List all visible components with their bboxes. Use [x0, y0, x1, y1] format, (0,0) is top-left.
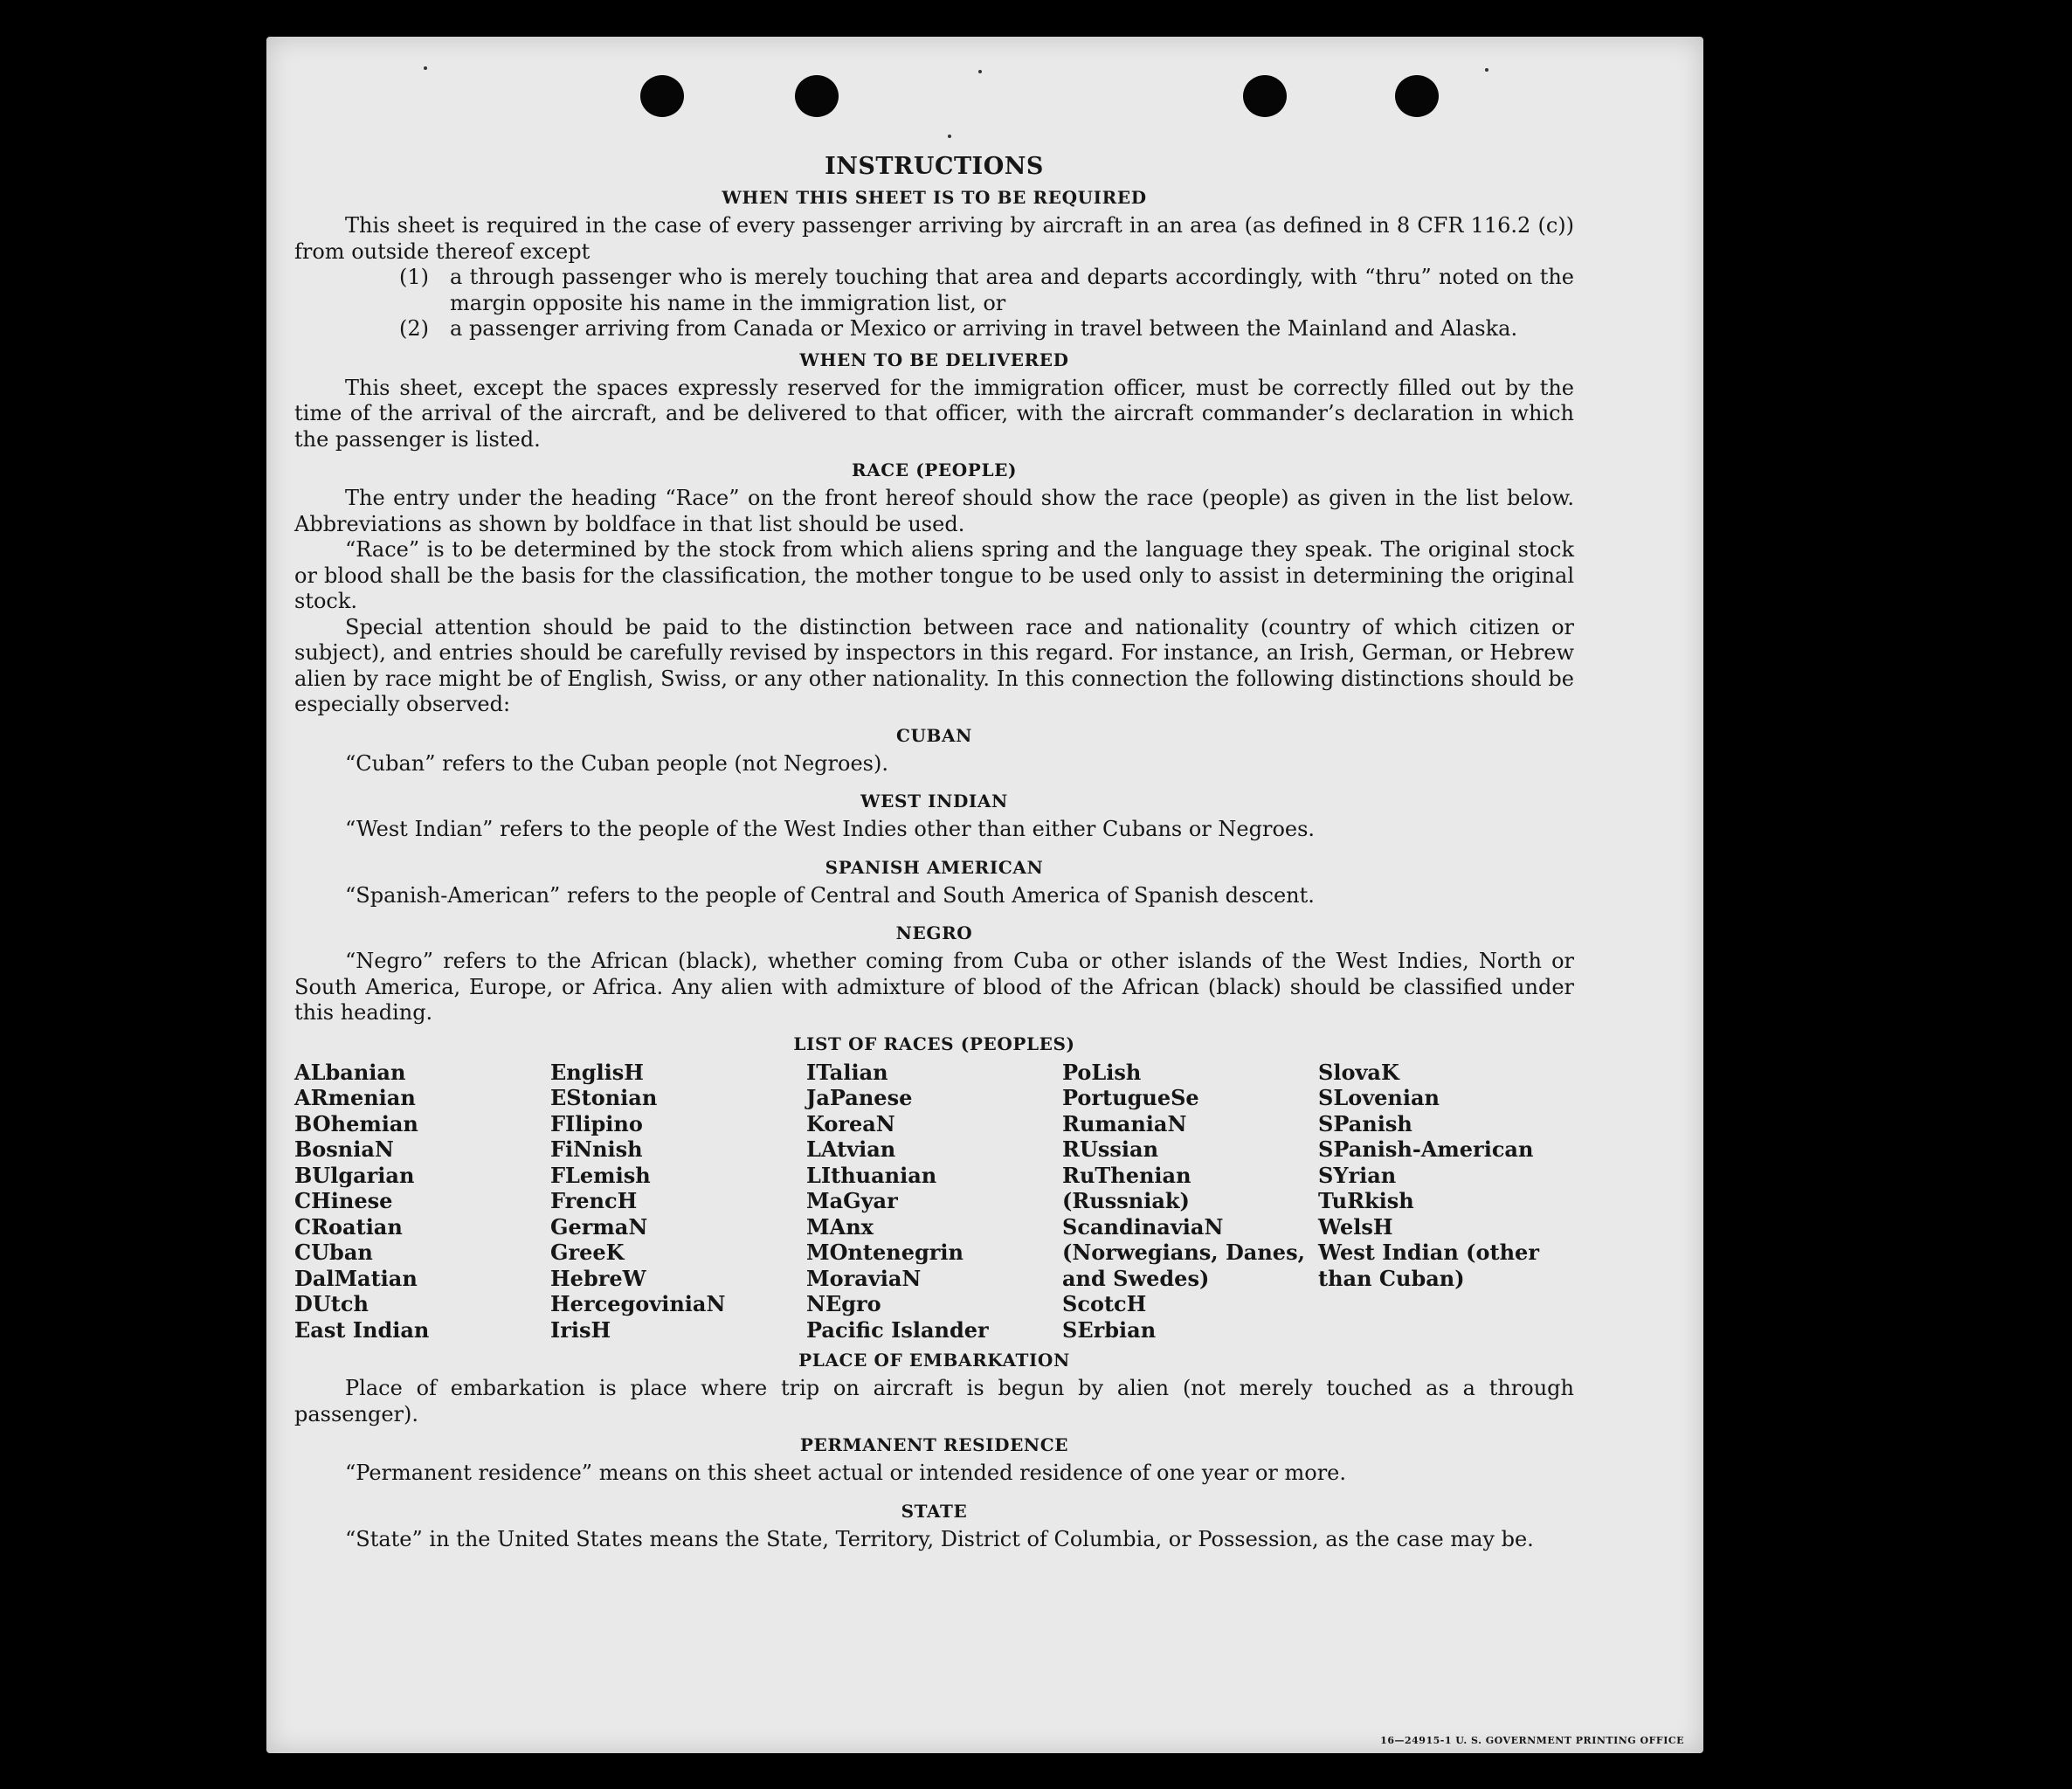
race-entry: BOhemian	[294, 1110, 418, 1136]
instructions-content	[294, 153, 1574, 1552]
speck	[424, 66, 427, 70]
races-column	[806, 1060, 1062, 1343]
race-entry: East Indian	[294, 1316, 430, 1343]
document-page	[266, 37, 1703, 1753]
race-entry: SlovaK	[1318, 1059, 1399, 1085]
race-entry: SErbian	[1062, 1316, 1157, 1343]
race-entry: CRoatian	[294, 1213, 403, 1240]
race-entry: MAnx	[806, 1213, 874, 1240]
race-entry: ALbanian	[294, 1059, 406, 1085]
item-number: (2)	[399, 316, 429, 341]
race-entry: HebreW	[550, 1265, 646, 1291]
heading-state: STATE	[901, 1500, 968, 1522]
speck	[978, 70, 982, 73]
race-entry: PoLish	[1062, 1059, 1142, 1085]
paragraph: “West Indian” refers to the people of the West Indies other than either Cubans or Negroes.	[345, 817, 1316, 841]
heading-spanish-american: SPANISH AMERICAN	[825, 856, 1044, 878]
races-column	[294, 1060, 550, 1343]
race-entry: TuRkish	[1318, 1188, 1414, 1213]
heading-race: RACE (PEOPLE)	[851, 459, 1018, 480]
race-entry: DalMatian	[294, 1265, 418, 1291]
heading-when-required: WHEN THIS SHEET IS TO BE REQUIRED	[722, 187, 1147, 208]
heading-residence: PERMANENT RESIDENCE	[799, 1434, 1069, 1455]
item-text: a through passenger who is merely touching that area and departs accordingly, with “thru” noted on the margin opposite his name in the immigration list, or	[450, 265, 1574, 315]
race-entry: ScandinaviaN (Norwegians, Danes, and Swedes)	[1062, 1213, 1305, 1291]
paragraph: “State” in the United States means the State, Territory, District of Columbia, or Possession, as the case may be.	[345, 1526, 1534, 1551]
heading-list-of-races: LIST OF RACES (PEOPLES)	[793, 1033, 1075, 1054]
race-entry: EnglisH	[550, 1059, 644, 1085]
punch-hole	[795, 75, 839, 117]
speck	[1485, 68, 1488, 72]
race-entry: PortugueSe	[1062, 1085, 1199, 1110]
race-entry: ITalian	[806, 1059, 888, 1085]
paragraph: “Race” is to be determined by the stock from which aliens spring and the language they speak. The original stock or blood shall be the basis for the classification, the mother tongue to be used only to assist in determining the original stock.	[294, 537, 1574, 613]
heading-cuban: CUBAN	[895, 724, 973, 746]
race-entry: ScotcH	[1062, 1291, 1147, 1316]
race-entry: EStonian	[550, 1085, 658, 1110]
race-entry: JaPanese	[806, 1085, 913, 1110]
paragraph: This sheet, except the spaces expressly reserved for the immigration officer, must be correctly filled out by the time of the arrival of the aircraft, and be delivered to that officer, with the aircraft commander’s declaration in which the passenger is listed.	[294, 375, 1574, 452]
paragraph: Special attention should be paid to the distinction between race and nationality (country of which citizen or subject), and entries should be carefully revised by inspectors in this regard. For instance, an Irish, German, or Hebrew alien by race might be of English, Swiss, or any other nationality. In this connection the following distinctions should be especially observed:	[294, 614, 1574, 716]
race-entry: FLemish	[550, 1162, 651, 1188]
race-entry: GreeK	[550, 1240, 625, 1265]
list-item	[399, 316, 1574, 342]
punch-hole	[1243, 75, 1287, 117]
race-entry: LAtvian	[806, 1136, 896, 1162]
paragraph: The entry under the heading “Race” on the front hereof should show the race (people) as given in the list below. Abbreviations as shown by boldface in that list should be used.	[294, 486, 1574, 536]
race-entry: SYrian	[1318, 1162, 1397, 1188]
paragraph: This sheet is required in the case of every passenger arriving by aircraft in an area (as defined in 8 CFR 116.2 (c)) from outside thereof except	[294, 213, 1574, 264]
item-text: a passenger arriving from Canada or Mexico or arriving in travel between the Mainland and Alaska.	[450, 316, 1518, 341]
race-entry: WelsH	[1318, 1213, 1393, 1240]
heading-negro: NEGRO	[895, 922, 973, 943]
paragraph: “Permanent residence” means on this sheet actual or intended residence of one year or more.	[345, 1461, 1346, 1485]
heading-embarkation: PLACE OF EMBARKATION	[798, 1350, 1070, 1371]
race-entry: RUssian	[1062, 1136, 1159, 1162]
races-column	[550, 1060, 806, 1343]
race-entry: BUlgarian	[294, 1162, 415, 1188]
paragraph: “Spanish-American” refers to the people of Central and South America of Spanish descent.	[345, 882, 1315, 908]
race-entry: FrencH	[550, 1188, 638, 1213]
heading-west-indian: WEST INDIAN	[860, 791, 1008, 812]
list-item	[399, 265, 1574, 316]
race-entry: BosniaN	[294, 1136, 394, 1162]
races-column	[1062, 1060, 1318, 1343]
paragraph: “Negro” refers to the African (black), whether coming from Cuba or other islands of the West Indies, North or South America, Europe, or Africa. Any alien with admixture of blood of the African (black) should be classified under this heading.	[294, 949, 1574, 1025]
races-column	[1318, 1060, 1574, 1343]
race-entry: RuThenian (Russniak)	[1062, 1162, 1191, 1213]
item-number: (1)	[399, 265, 429, 289]
race-entry: GermaN	[550, 1213, 648, 1240]
race-entry: SLovenian	[1318, 1085, 1440, 1110]
race-entry: ARmenian	[294, 1085, 416, 1110]
race-entry: FIlipino	[550, 1110, 643, 1136]
race-entry: Pacific Islander	[806, 1316, 989, 1343]
race-entry: HercegoviniaN	[550, 1291, 726, 1316]
paragraph: “Cuban” refers to the Cuban people (not Negroes).	[345, 750, 888, 776]
race-entry: CUban	[294, 1240, 373, 1265]
race-entry: SPanish-American	[1318, 1136, 1534, 1162]
punch-hole	[1395, 75, 1439, 117]
race-entry: West Indian (other than Cuban)	[1318, 1240, 1539, 1291]
race-entry: LIthuanian	[806, 1162, 937, 1188]
race-entry: DUtch	[294, 1291, 369, 1316]
punch-hole	[640, 75, 684, 117]
races-list	[294, 1060, 1574, 1343]
race-entry: IrisH	[550, 1316, 611, 1343]
race-entry: KoreaN	[806, 1110, 895, 1136]
page-title: INSTRUCTIONS	[825, 153, 1044, 180]
race-entry: MOntenegrin	[806, 1240, 963, 1265]
race-entry: MaGyar	[806, 1188, 898, 1213]
race-entry: NEgro	[806, 1291, 881, 1316]
race-entry: FiNnish	[550, 1136, 643, 1162]
race-entry: RumaniaN	[1062, 1110, 1187, 1136]
heading-when-delivered: WHEN TO BE DELIVERED	[799, 349, 1069, 370]
race-entry: CHinese	[294, 1188, 393, 1213]
printer-imprint: 16—24915-1 U. S. GOVERNMENT PRINTING OFFICE	[1380, 1735, 1684, 1746]
speck	[948, 135, 951, 138]
paragraph: Place of embarkation is place where trip on aircraft is begun by alien (not merely touched as a through passenger).	[294, 1376, 1574, 1426]
race-entry: SPanish	[1318, 1110, 1412, 1136]
race-entry: MoraviaN	[806, 1265, 922, 1291]
